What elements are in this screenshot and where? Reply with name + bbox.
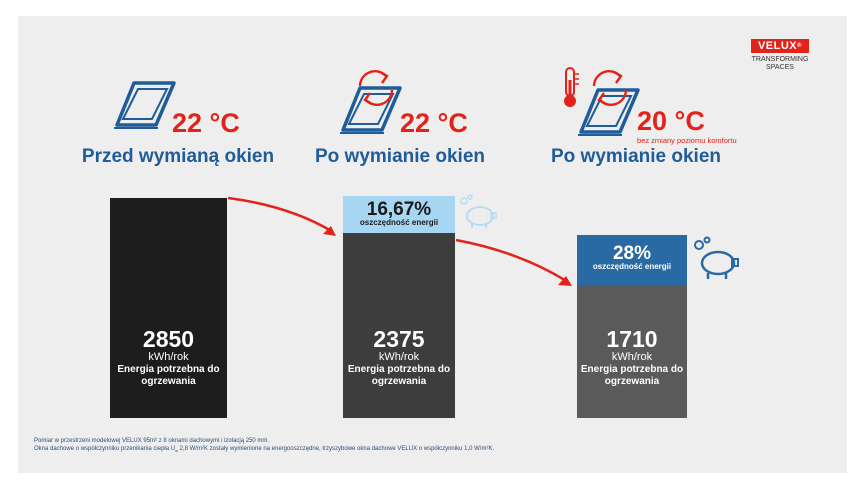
- saving-label: oszczędność energii: [592, 262, 672, 271]
- temperature-after: 22 °C: [400, 108, 468, 138]
- energy-unit: kWh/rok: [148, 351, 189, 363]
- energy-value: 1710: [606, 326, 658, 352]
- energy-value: 2375: [373, 326, 425, 352]
- temperature-note: bez zmiany poziomu komfortu: [637, 136, 737, 145]
- temperature-before: 22 °C: [172, 108, 240, 138]
- energy-desc-line1: Energia potrzebna do: [347, 363, 451, 375]
- heading-after: Po wymianie okien: [315, 146, 485, 167]
- logo-mark: ®: [797, 43, 803, 49]
- energy-desc-line2: ogrzewania: [371, 375, 427, 387]
- tagline-line1: TRANSFORMING: [751, 56, 809, 63]
- energy-desc-line1: Energia potrzebna do: [580, 363, 684, 375]
- energy-unit: kWh/rok: [611, 351, 653, 363]
- tagline-line2: SPACES: [766, 64, 794, 72]
- energy-desc-line2: ogrzewania: [141, 375, 196, 387]
- saving-percent: 16,67%: [366, 199, 432, 220]
- footnote-line2-a: Okna dachowe o współczynniku przenikania ciepła U: [34, 446, 176, 452]
- heading-before: Przed wymianą okien: [81, 146, 275, 167]
- saving-label: oszczędność energii: [359, 218, 439, 227]
- energy-desc-line1: Energia potrzebna do: [117, 363, 220, 375]
- saving-percent: 28%: [612, 243, 652, 264]
- logo-text: VELUX: [757, 40, 798, 52]
- energy-desc-line2: ogrzewania: [604, 375, 660, 387]
- heading-after-comfort: Po wymianie okien: [551, 146, 721, 167]
- temperature-after-comfort: 20 °C: [637, 106, 705, 136]
- footnote-line2: [34, 446, 494, 453]
- footnote-line2-sub: w: [175, 448, 178, 454]
- footnote-line2-b: 2,8 W/m²K zostały wymienione na energooszczędne, trzyszybowe okna dachowe VELUX o współczynniku 1,0 W/m²K.: [177, 446, 495, 452]
- energy-unit: kWh/rok: [378, 351, 420, 363]
- footnote-line1: Pomiar w przestrzeni modelowej VELUX 95m² z 8 oknami dachowymi i izolacją 250 mm.: [34, 438, 270, 444]
- energy-value: 2850: [142, 326, 195, 352]
